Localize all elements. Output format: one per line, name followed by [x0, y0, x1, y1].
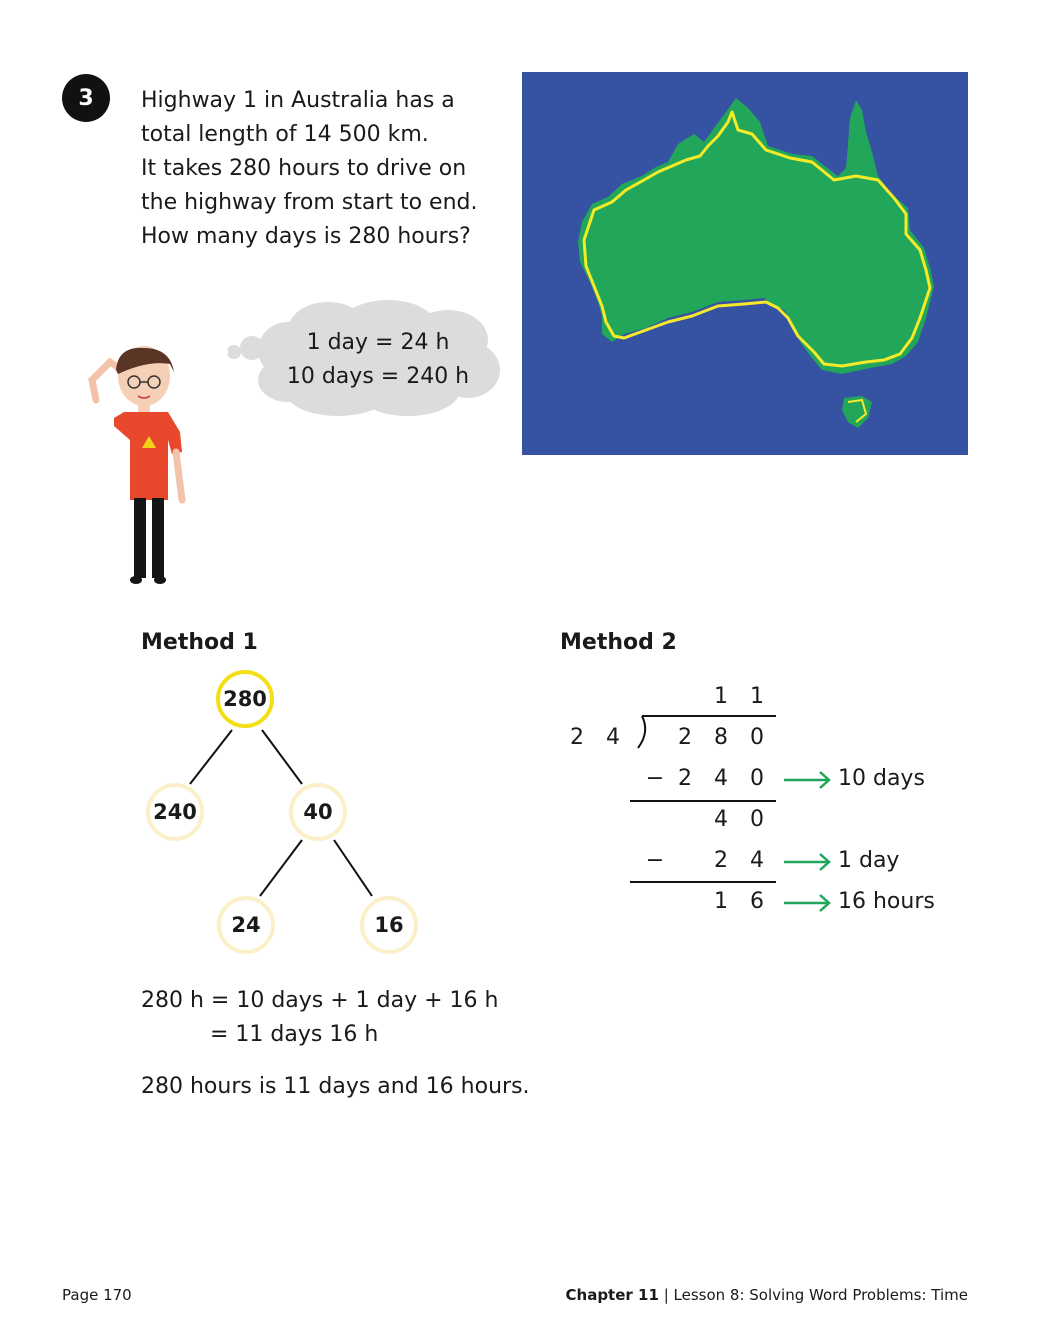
method1-heading: Method 1 — [141, 630, 258, 655]
thought-bubble-text — [258, 326, 498, 394]
question-text — [141, 84, 478, 254]
footer-separator: | — [663, 1286, 674, 1304]
number-bond-whole: 280 — [216, 670, 274, 728]
equation-line-2: = 11 days 16 h — [210, 1022, 379, 1047]
dividend-digit: 2 — [678, 725, 692, 750]
divisor-digit: 4 — [606, 725, 620, 750]
question-number-badge: 3 — [62, 74, 110, 122]
subtrahend-digit: 4 — [714, 766, 728, 791]
thought-line-2: 10 days = 240 h — [286, 364, 470, 389]
subtraction-line — [630, 881, 776, 883]
dividend-digit: 8 — [714, 725, 728, 750]
divisor-digit: 2 — [570, 725, 584, 750]
equation-line-1: 280 h = 10 days + 1 day + 16 h — [141, 988, 499, 1013]
question-line: total length of 14 500 km. — [141, 122, 429, 147]
remainder-digit: 0 — [750, 807, 764, 832]
question-line: How many days is 280 hours? — [141, 224, 471, 249]
quotient-digit: 1 — [714, 684, 728, 709]
minus-sign: − — [645, 848, 665, 873]
method2-heading: Method 2 — [560, 630, 677, 655]
arrow-right-icon — [782, 769, 834, 791]
boy-illustration — [88, 340, 198, 590]
arrow-label: 16 hours — [838, 889, 935, 914]
number-bond-part: 16 — [360, 896, 418, 954]
subtrahend-digit: 4 — [750, 848, 764, 873]
thought-line-1: 1 day = 24 h — [306, 330, 450, 355]
question-line: It takes 280 hours to drive on — [141, 156, 467, 181]
australia-map — [522, 72, 968, 455]
quotient-digit: 1 — [750, 684, 764, 709]
arrow-label: 10 days — [838, 766, 925, 791]
arrow-label: 1 day — [838, 848, 900, 873]
number-bond-part: 24 — [217, 896, 275, 954]
subtrahend-digit: 0 — [750, 766, 764, 791]
footer-lesson: Lesson 8: Solving Word Problems: Time — [673, 1286, 968, 1304]
remainder-digit: 1 — [714, 889, 728, 914]
conclusion-text: 280 hours is 11 days and 16 hours. — [141, 1074, 530, 1099]
subtraction-line — [630, 800, 776, 802]
remainder-digit: 6 — [750, 889, 764, 914]
question-line: Highway 1 in Australia has a — [141, 88, 455, 113]
minus-sign: − — [645, 766, 665, 791]
page-number: Page 170 — [62, 1286, 132, 1304]
arrow-right-icon — [782, 851, 834, 873]
dividend-digit: 0 — [750, 725, 764, 750]
footer-chapter-info — [566, 1286, 968, 1304]
arrow-right-icon — [782, 892, 834, 914]
subtrahend-digit: 2 — [678, 766, 692, 791]
question-line: the highway from start to end. — [141, 190, 478, 215]
subtrahend-digit: 2 — [714, 848, 728, 873]
number-bond-part: 40 — [289, 783, 347, 841]
footer-chapter: Chapter 11 — [565, 1286, 659, 1304]
remainder-digit: 4 — [714, 807, 728, 832]
number-bond-part: 240 — [146, 783, 204, 841]
